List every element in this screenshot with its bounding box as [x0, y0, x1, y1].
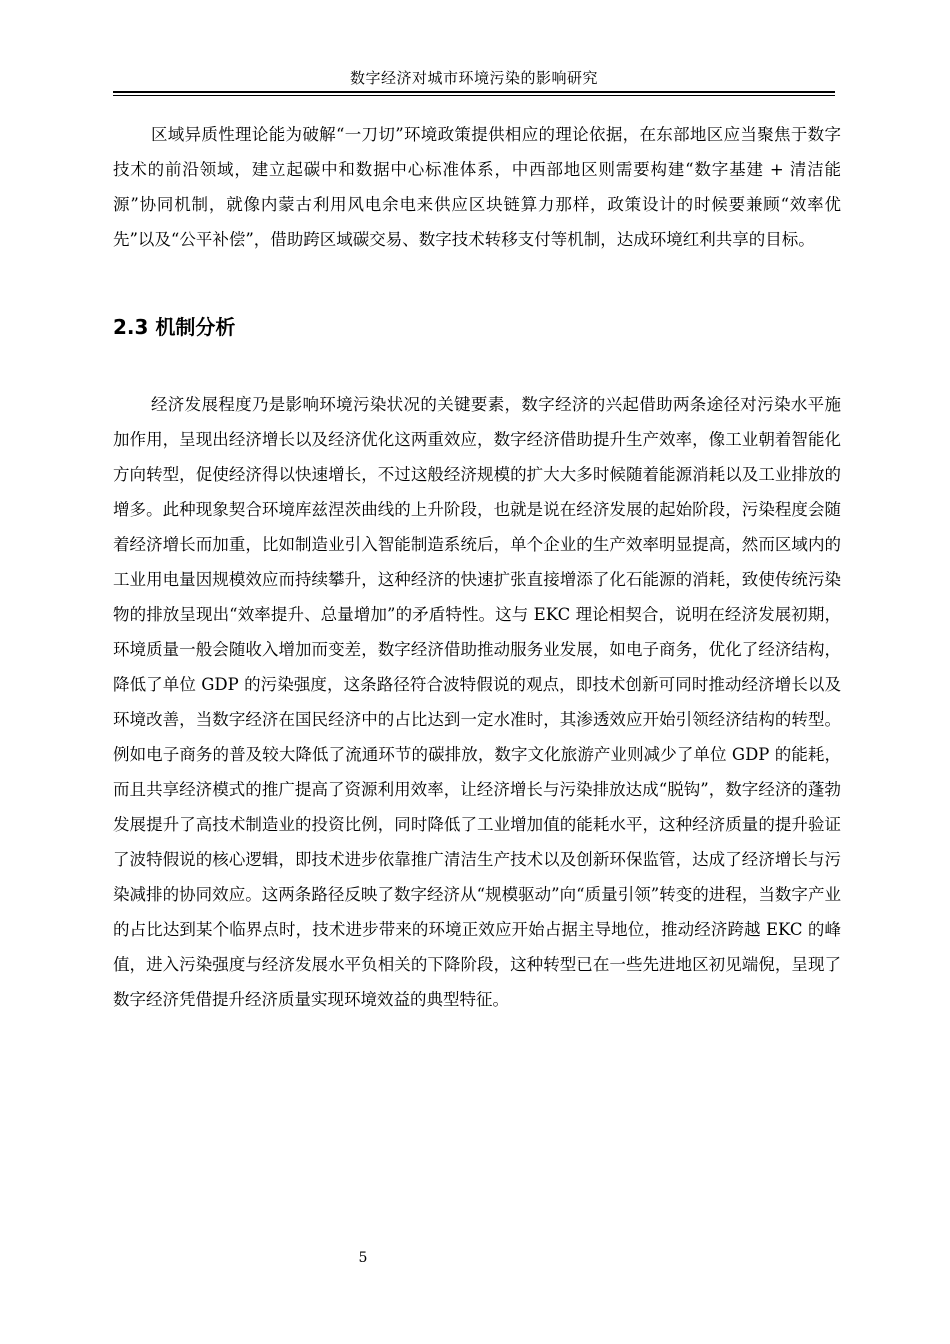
body-paragraph: 区域异质性理论能为破解“一刀切”环境政策提供相应的理论依据，在东部地区应当聚焦于数字技术的前沿领域，建立起碳中和数据中心标准体系，中西部地区则需要构建“数字基建 + 清洁能源”协同机制，就像内蒙古利用风电余电来供应区块链算力那样，政策设计的时候要兼顾“效率优先”以及“公平补偿”，借助跨区域碳交易、数字技术转移支付等机制，达成环境红利共享的目标。	[113, 125, 841, 249]
running-header-title: 数字经济对城市环境污染的影响研究	[349, 69, 598, 87]
section-heading: 2.3 机制分析	[113, 315, 236, 339]
body-paragraph: 经济发展程度乃是影响环境污染状况的关键要素，数字经济的兴起借助两条途径对污染水平施加作用，呈现出经济增长以及经济优化这两重效应，数字经济借助提升生产效率，像工业朝着智能化方向转型，促使经济得以快速增长，不过这般经济规模的扩大大多时候随着能源消耗以及工业排放的增多。此种现象契合环境库兹涅茨曲线的上升阶段，也就是说在经济发展的起始阶段，污染程度会随着经济增长而加重，比如制造业引入智能制造系统后，单个企业的生产效率明显提高，然而区域内的工业用电量因规模效应而持续攀升，这种经济的快速扩张直接增添了化石能源的消耗，致使传统污染物的排放呈现出“效率提升、总量增加”的矛盾特性。这与 EKC 理论相契合，说明在经济发展初期，环境质量一般会随收入增加而变差，数字经济借助推动服务业发展，如电子商务，优化了经济结构，降低了单位 GDP 的污染强度，这条路径符合波特假说的观点，即技术创新可同时推动经济增长以及环境改善，当数字经济在国民经济中的占比达到一定水准时，其渗透效应开始引领经济结构的转型。例如电子商务的普及较大降低了流通环节的碳排放，数字文化旅游产业则减少了单位 GDP 的能耗，而且共享经济模式的推广提高了资源利用效率，让经济增长与污染排放达成“脱钩”，数字经济的蓬勃发展提升了高技术制造业的投资比例，同时降低了工业增加值的能耗水平，这种经济质量的提升验证了波特假说的核心逻辑，即技术进步依靠推广清洁生产技术以及创新环保监管，达成了经济增长与污染减排的协同效应。这两条路径反映了数字经济从“规模驱动”向“质量引领”转变的进程，当数字产业的占比达到某个临界点时，技术进步带来的环境正效应开始占据主导地位，推动经济跨越 EKC 的峰值，进入污染强度与经济发展水平负相关的下降阶段，这种转型已在一些先进地区初见端倪，呈现了数字经济凭借提升经济质量实现环境效益的典型特征。	[113, 395, 841, 1009]
page-number: 5	[358, 1250, 368, 1266]
header-divider	[113, 91, 835, 96]
